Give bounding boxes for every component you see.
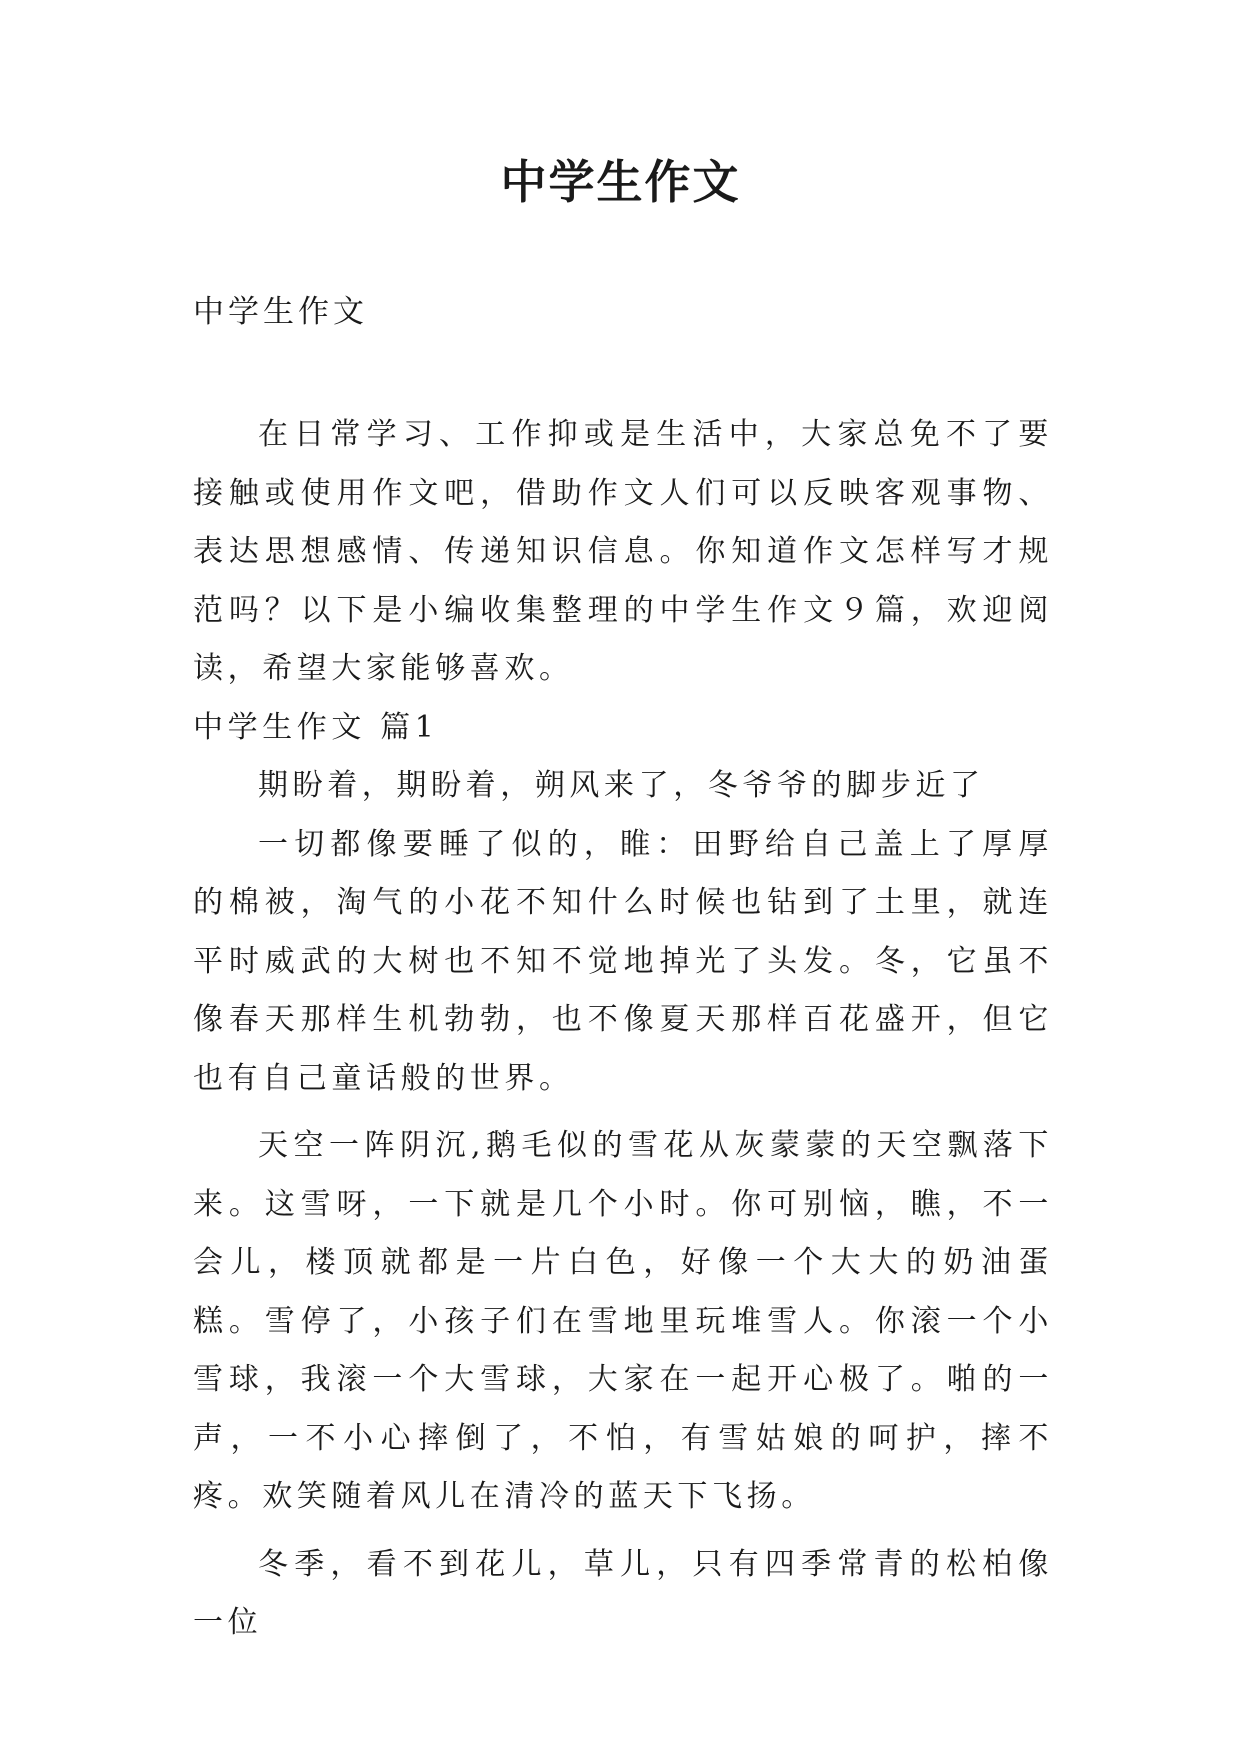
intro-paragraph: 在日常学习、工作抑或是生活中，大家总免不了要接触或使用作文吧，借助作文人们可以反映客观事物、表达思想感情、传递知识信息。你知道作文怎样写才规范吗？以下是小编收集整理的中学生作文９篇，欢迎阅读，希望大家能够喜欢。 — [193, 417, 1053, 686]
document-title: 中学生作文 — [500, 155, 741, 209]
paragraph-4: 冬季，看不到花儿，草儿，只有四季常青的松柏像一位 — [193, 1546, 1053, 1640]
document-body — [193, 406, 1053, 1653]
document-subtitle: 中学生作文 — [193, 294, 368, 330]
paragraph-1: 期盼着，期盼着，朔风来了，冬爷爷的脚步近了 — [258, 768, 985, 803]
paragraph-2: 一切都像要睡了似的，睢：田野给自己盖上了厚厚的棉被，淘气的小花不知什么时候也钻到了土里，就连平时威武的大树也不知不觉地掉光了头发。冬，它虽不像春天那样生机勃勃，也不像夏天那样百花盛开，但它也有自己童话般的世界。 — [193, 826, 1053, 1096]
paragraph-3: 天空一阵阴沉,鹅毛似的雪花从灰蒙蒙的天空飘落下来。这雪呀，一下就是几个小时。你可别恼，瞧，不一会儿，楼顶就都是一片白色，好像一个大大的奶油蛋糕。雪停了，小孩子们在雪地里玩堆雪人。你滚一个小雪球，我滚一个大雪球，大家在一起开心极了。啪的一声，一不小心摔倒了，不怕，有雪姑娘的呵护，摔不疼。欢笑随着风儿在清冷的蓝天下飞扬。 — [193, 1128, 1053, 1514]
section-heading: 中学生作文 篇1 — [193, 709, 439, 745]
